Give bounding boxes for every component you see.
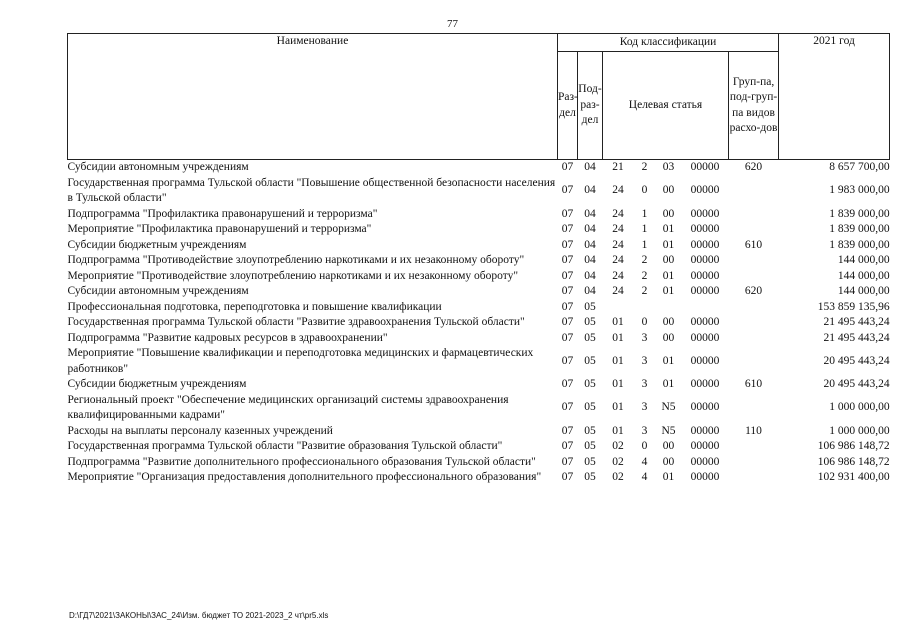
row-amount: 1 839 000,00 [829, 238, 890, 251]
table-row [68, 300, 890, 316]
table-row [68, 222, 890, 238]
table-row [68, 346, 890, 377]
table-row [68, 160, 890, 176]
row-program: 24 [612, 184, 624, 197]
row-subprogram: 2 [641, 254, 648, 266]
row-name: Расходы на выплаты персоналу казенных учреждений [67, 424, 333, 437]
row-name: Мероприятие "Организация предоставления дополнительного профессионального образования" [67, 471, 542, 483]
row-amount: 1 839 000,00 [829, 223, 890, 235]
table-body [68, 160, 890, 486]
row-razdel: 07 [561, 440, 574, 452]
row-razdel: 07 [561, 254, 574, 266]
row-expense-type: 620 [744, 285, 763, 297]
table-row [68, 315, 890, 331]
row-razdel: 07 [561, 424, 574, 437]
row-expense-type [729, 269, 779, 285]
row-amount: 106 986 148,72 [817, 440, 890, 452]
row-subprogram: 4 [641, 455, 648, 468]
row-subprogram: 2 [641, 285, 648, 297]
row-name: Субсидии бюджетным учреждениям [67, 378, 247, 390]
row-program: 01 [612, 401, 624, 414]
row-podrazdel: 04 [584, 223, 596, 235]
row-name: Субсидии автономным учреждениям [67, 285, 249, 297]
row-razdel: 07 [561, 401, 574, 414]
row-razdel: 07 [561, 161, 574, 173]
row-program: 24 [612, 285, 624, 297]
row-name: Субсидии бюджетным учреждениям [67, 238, 247, 251]
row-expense-type: 110 [745, 424, 762, 437]
row-amount: 1 000 000,00 [829, 424, 890, 437]
row-podrazdel: 04 [584, 269, 596, 282]
row-name: Государственная программа Тульской области "Развитие образования Тульской области" [67, 440, 503, 452]
row-subprogram: 1 [641, 223, 648, 235]
row-direction: 00000 [690, 424, 720, 437]
row-event: 01 [662, 354, 675, 367]
row-amount: 1 839 000,00 [829, 207, 890, 220]
header-podrazdel: Под-раз-дел [578, 52, 603, 160]
row-direction: 00000 [690, 223, 720, 235]
row-podrazdel: 05 [584, 300, 596, 313]
row-event: 03 [662, 161, 675, 173]
row-event: 00 [662, 331, 675, 344]
row-event: N5 [661, 424, 676, 437]
row-podrazdel: 05 [584, 455, 596, 468]
row-subprogram: 2 [641, 269, 648, 282]
row-amount: 21 495 443,24 [823, 316, 890, 328]
row-podrazdel: 05 [584, 440, 596, 452]
row-direction: 00000 [690, 207, 720, 220]
row-amount: 20 495 443,24 [823, 354, 890, 367]
row-expense-type [729, 331, 779, 347]
row-podrazdel: 05 [584, 424, 596, 437]
row-razdel: 07 [561, 471, 574, 483]
row-name: Подпрограмма "Развитие кадровых ресурсов в здравоохранении" [67, 331, 388, 344]
row-subprogram: 2 [641, 161, 648, 173]
row-amount: 8 657 700,00 [829, 161, 890, 173]
row-razdel: 07 [561, 354, 574, 367]
row-program: 01 [612, 354, 624, 367]
row-event: 00 [662, 207, 675, 220]
row-expense-type [729, 470, 779, 486]
row-program: 21 [612, 161, 624, 173]
row-direction: 00000 [690, 331, 720, 344]
row-name: Мероприятие "Профилактика правонарушений и терроризма" [67, 223, 372, 235]
row-direction: 00000 [690, 285, 720, 297]
row-program: 24 [612, 269, 624, 282]
row-expense-type [729, 439, 779, 455]
row-razdel: 07 [561, 300, 574, 313]
row-direction: 00000 [690, 254, 720, 266]
row-expense-type: 610 [744, 378, 763, 390]
row-program [603, 300, 634, 316]
table-row [68, 207, 890, 223]
row-program: 02 [612, 440, 624, 452]
row-subprogram: 3 [641, 401, 648, 414]
row-expense-type [729, 346, 779, 377]
row-razdel: 07 [561, 207, 574, 220]
row-direction: 00000 [690, 455, 720, 468]
row-direction: 00000 [690, 238, 720, 251]
row-event: N5 [661, 401, 676, 414]
row-podrazdel: 05 [584, 471, 596, 483]
page-number: 77 [447, 18, 458, 30]
row-podrazdel: 04 [584, 207, 596, 220]
row-razdel: 07 [561, 455, 574, 468]
row-expense-type [729, 455, 779, 471]
row-subprogram: 3 [641, 354, 648, 367]
row-program: 01 [612, 316, 624, 328]
row-direction: 00000 [690, 269, 720, 282]
row-razdel: 07 [561, 184, 574, 197]
table-row [68, 470, 890, 486]
row-event: 01 [662, 378, 675, 390]
row-program: 02 [612, 455, 624, 468]
table-row [68, 253, 890, 269]
row-subprogram: 1 [641, 207, 648, 220]
table-row [68, 439, 890, 455]
table-row [68, 331, 890, 347]
row-amount: 20 495 443,24 [823, 378, 890, 390]
row-name: Мероприятие "Противодействие злоупотреблению наркотиками и их незаконному обороту" [67, 269, 519, 282]
row-direction [682, 300, 729, 316]
row-event: 01 [662, 269, 675, 282]
file-path-footer: D:\ГД7\2021\ЗАКОНЫ\ЗАС_24\Изм. бюджет ТО 2021-2023_2 чт\pr5.xls [69, 611, 329, 620]
row-expense-type: 620 [744, 161, 763, 173]
row-program: 24 [612, 254, 624, 266]
row-podrazdel: 04 [584, 285, 596, 297]
row-subprogram [634, 300, 656, 316]
table-row [68, 424, 890, 440]
table-row [68, 377, 890, 393]
row-direction: 00000 [690, 316, 720, 328]
row-direction: 00000 [690, 184, 720, 197]
row-expense-type [729, 393, 779, 424]
row-amount: 153 859 135,96 [817, 300, 890, 313]
row-event: 00 [662, 254, 675, 266]
row-podrazdel: 05 [584, 316, 596, 328]
row-direction: 00000 [690, 471, 720, 483]
row-podrazdel: 04 [584, 238, 596, 251]
row-amount: 144 000,00 [837, 254, 890, 266]
row-name: Субсидии автономным учреждениям [67, 161, 249, 173]
row-subprogram: 0 [641, 184, 648, 197]
row-expense-type [729, 315, 779, 331]
row-razdel: 07 [561, 331, 574, 344]
row-amount: 1 983 000,00 [829, 184, 890, 197]
row-amount: 102 931 400,00 [817, 471, 890, 483]
row-direction: 00000 [690, 401, 720, 414]
row-name: Подпрограмма "Развитие дополнительного профессионального образования Тульской области" [67, 455, 536, 468]
table-row [68, 176, 890, 207]
row-razdel: 07 [561, 378, 574, 390]
row-program: 02 [612, 471, 624, 483]
row-expense-type [729, 300, 779, 316]
row-program: 24 [612, 223, 624, 235]
row-direction: 00000 [690, 378, 720, 390]
header-name: Наименование [68, 34, 558, 160]
header-year: 2021 год [779, 34, 890, 160]
row-event: 00 [662, 184, 675, 197]
row-razdel: 07 [561, 223, 574, 235]
row-program: 24 [612, 207, 624, 220]
row-podrazdel: 05 [584, 331, 596, 344]
header-code: Код классификации [558, 34, 779, 52]
row-event: 00 [662, 455, 675, 468]
row-subprogram: 3 [641, 331, 648, 344]
table-row [68, 269, 890, 285]
row-name: Мероприятие "Повышение квалификации и переподготовка медицинских и фармацевтических работников" [67, 347, 534, 375]
row-program: 01 [612, 378, 624, 390]
row-event: 01 [662, 285, 675, 297]
row-subprogram: 1 [641, 238, 648, 251]
header-razdel: Раз-дел [558, 52, 578, 160]
header-group: Груп-па, под-груп-па видов расхо-дов [729, 52, 779, 160]
row-amount: 21 495 443,24 [823, 331, 890, 344]
row-expense-type [729, 222, 779, 238]
row-name: Профессиональная подготовка, переподготовка и повышение квалификации [67, 300, 442, 313]
row-amount: 144 000,00 [837, 269, 890, 282]
row-podrazdel: 05 [584, 401, 596, 414]
row-amount: 106 986 148,72 [817, 455, 890, 468]
row-expense-type [729, 176, 779, 207]
row-podrazdel: 04 [584, 184, 596, 197]
row-razdel: 07 [561, 285, 574, 297]
row-amount: 144 000,00 [837, 285, 890, 297]
row-direction: 00000 [690, 354, 720, 367]
row-expense-type: 610 [744, 238, 763, 251]
row-expense-type [729, 253, 779, 269]
row-name: Государственная программа Тульской области "Повышение общественной безопасности населения в Тульской области" [67, 176, 556, 204]
row-expense-type [729, 207, 779, 223]
budget-table [67, 33, 890, 486]
row-podrazdel: 05 [584, 378, 596, 390]
table-row [68, 393, 890, 424]
row-name: Подпрограмма "Профилактика правонарушений и терроризма" [67, 207, 378, 220]
row-event: 00 [662, 440, 675, 452]
row-razdel: 07 [561, 316, 574, 328]
row-program: 24 [612, 238, 624, 251]
row-subprogram: 0 [641, 440, 648, 452]
row-name: Подпрограмма "Противодействие злоупотреблению наркотиками и их незаконному обороту" [67, 254, 525, 266]
table-row [68, 284, 890, 300]
row-name: Региональный проект "Обеспечение медицинских организаций системы здравоохранения квалифицированными кадрами" [67, 393, 509, 421]
table-row [68, 238, 890, 254]
header-target: Целевая статья [603, 52, 729, 160]
row-event: 01 [662, 471, 675, 483]
row-podrazdel: 04 [584, 161, 596, 173]
row-amount: 1 000 000,00 [829, 401, 890, 414]
row-subprogram: 3 [641, 424, 648, 437]
row-subprogram: 4 [641, 471, 648, 483]
row-razdel: 07 [561, 238, 574, 251]
row-event: 00 [662, 316, 675, 328]
row-event: 01 [662, 223, 675, 235]
row-event: 01 [662, 238, 675, 251]
row-program: 01 [612, 424, 624, 437]
row-podrazdel: 05 [584, 354, 596, 367]
row-podrazdel: 04 [584, 254, 596, 266]
row-name: Государственная программа Тульской области "Развитие здравоохранения Тульской области" [67, 316, 525, 328]
table-row [68, 455, 890, 471]
row-direction: 00000 [690, 161, 720, 173]
row-event [656, 300, 682, 316]
row-subprogram: 3 [641, 378, 648, 390]
row-razdel: 07 [561, 269, 574, 282]
row-direction: 00000 [690, 440, 720, 452]
row-subprogram: 0 [641, 316, 648, 328]
row-program: 01 [612, 331, 624, 344]
